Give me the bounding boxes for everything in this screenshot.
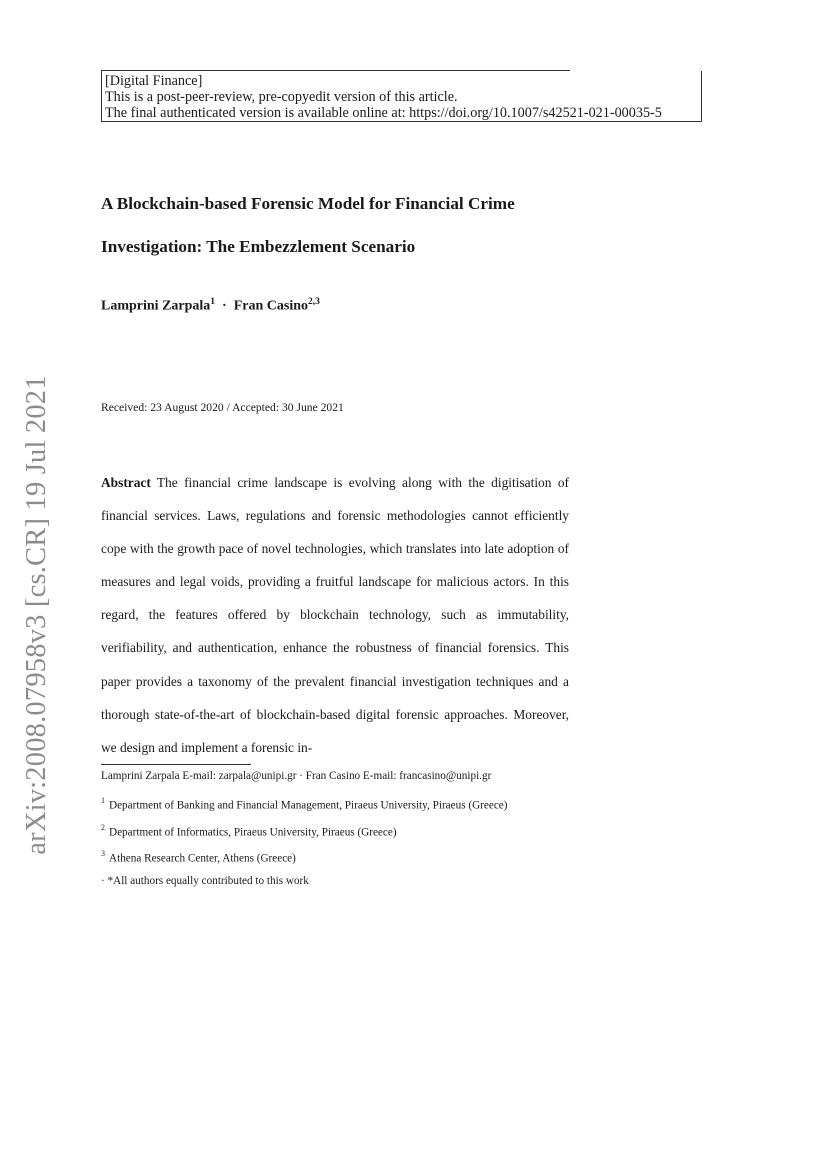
abstract bbox=[101, 466, 569, 764]
title-line-2: Investigation: The Embezzlement Scenario bbox=[101, 237, 416, 256]
abstract-text: The financial crime landscape is evolving along with the digitisation of financial services. Laws, regulations and forensic methodologies cannot efficiently cope with the growth pace of novel technologies, which translates into late adoption of measures and legal voids, providing a fruitful landscape for malicious actors. In this regard, the features offered by blockchain technology, such as immutability, verifiability, and authentication, enhance the robustness of financial forensics. This paper provides a taxonomy of the prevalent financial investigation techniques and a thorough state-of-the-art of blockchain-based digital forensic approaches. Moreover, we design and implement a forensic in- bbox=[101, 475, 569, 755]
received-accepted-dates: Received: 23 August 2020 / Accepted: 30 June 2021 bbox=[101, 401, 344, 414]
footnote-affiliation-1 bbox=[101, 795, 507, 813]
author-name: Fran Casino bbox=[233, 298, 309, 314]
arxiv-stamp: arXiv:2008.07958v3 [cs.CR] 19 Jul 2021 bbox=[21, 375, 52, 855]
footnote-mark: 1 bbox=[101, 796, 105, 805]
affiliation-text: Department of Banking and Financial Management, Piraeus University, Piraeus (Greece) bbox=[109, 799, 508, 812]
author-separator: · bbox=[222, 298, 227, 314]
arxiv-stamp-margin bbox=[0, 0, 60, 1171]
affiliation-text: Athena Research Center, Athens (Greece) bbox=[109, 852, 296, 865]
affiliation-text: Department of Informatics, Piraeus University, Piraeus (Greece) bbox=[109, 826, 397, 839]
author-affiliation-mark: 2,3 bbox=[308, 297, 320, 307]
footnote-mark: 3 bbox=[101, 849, 105, 858]
author-list bbox=[101, 297, 320, 315]
paper-title bbox=[101, 182, 601, 268]
author-name: Lamprini Zarpala bbox=[101, 298, 211, 314]
footnote-affiliation-3 bbox=[101, 848, 296, 866]
footnote-emails: Lamprini Zarpala E-mail: zarpala@unipi.gr · Fran Casino E-mail: francasino@unipi.gr bbox=[101, 770, 492, 782]
doi-note[interactable]: The final authenticated version is available online at: https://doi.org/10.1007/s42521-021-00035-5 bbox=[105, 105, 662, 121]
footnote-affiliation-2 bbox=[101, 822, 397, 840]
footnote-contribution-note: · *All authors equally contributed to this work bbox=[101, 875, 309, 887]
version-note: This is a post-peer-review, pre-copyedit version of this article. bbox=[105, 89, 458, 105]
journal-name: [Digital Finance] bbox=[105, 73, 203, 89]
title-line-1: A Blockchain-based Forensic Model for Financial Crime bbox=[101, 194, 515, 213]
footnote-mark: 2 bbox=[101, 823, 105, 832]
footnote-rule bbox=[101, 764, 251, 765]
abstract-heading: Abstract bbox=[101, 475, 151, 490]
author-affiliation-mark: 1 bbox=[210, 297, 216, 307]
journal-notice-box bbox=[101, 70, 702, 122]
